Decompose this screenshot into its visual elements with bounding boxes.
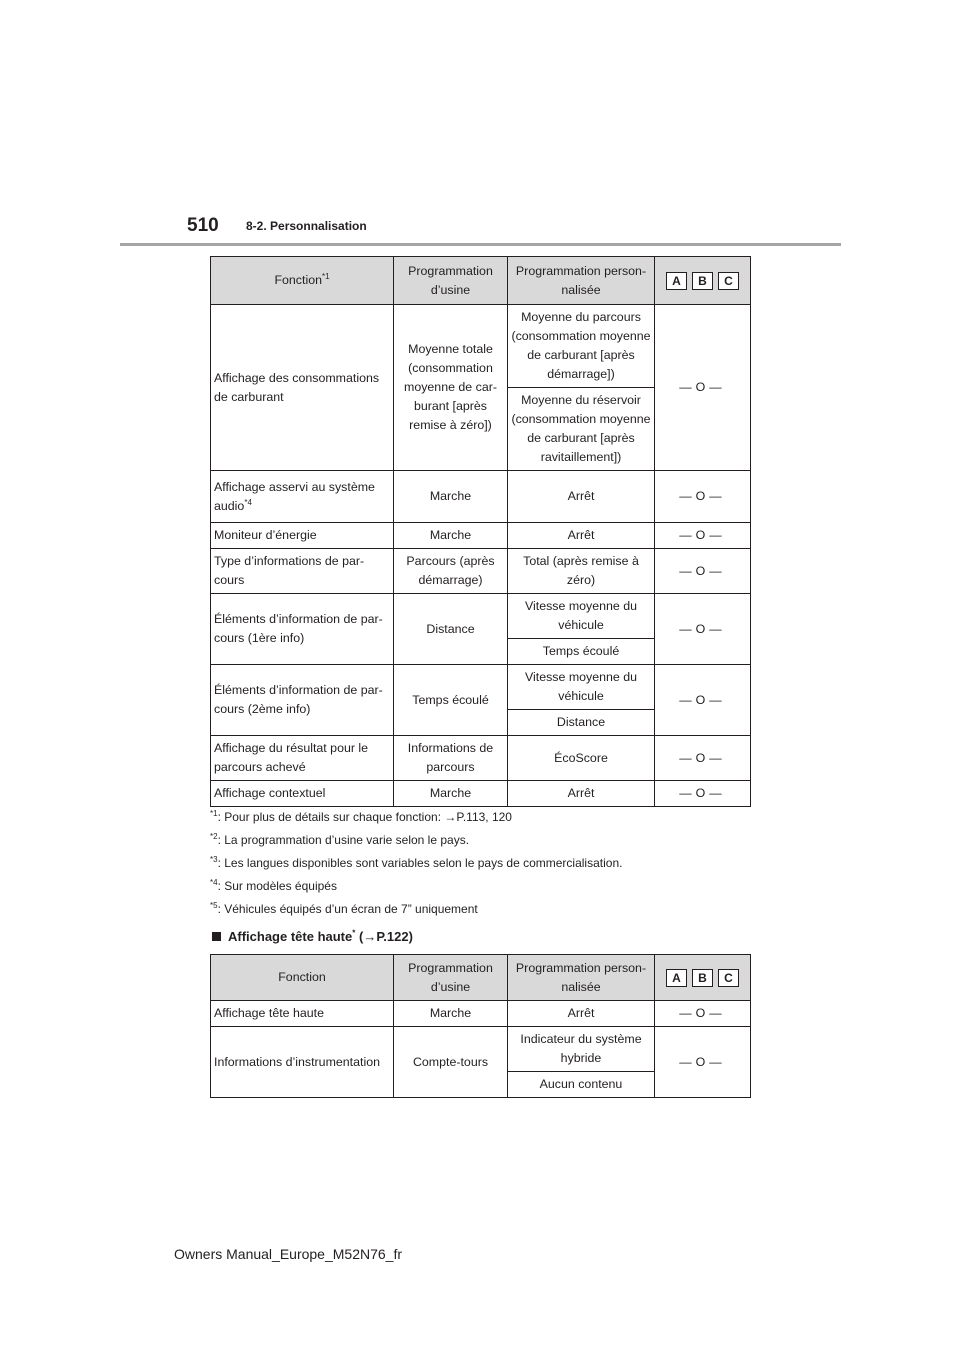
- header-fonction: Fonction: [211, 955, 394, 1001]
- row-custom: ÉcoScore: [508, 736, 655, 781]
- row-custom: Moyenne du parcours (consommation moyenne de carburant [après démarrage]): [508, 305, 655, 388]
- row-marks: —O—: [655, 665, 751, 736]
- row-factory: Parcours (après démarrage): [394, 549, 508, 594]
- section-title: 8-2. Personnalisation: [246, 219, 367, 233]
- row-custom: Arrêt: [508, 523, 655, 549]
- row-marks: —O—: [655, 549, 751, 594]
- row-custom: Arrêt: [508, 471, 655, 523]
- row-fonction: Affichage du résultat pour le parcours achevé: [211, 736, 394, 781]
- row-marks: —O—: [655, 1027, 751, 1098]
- row-factory: Temps écoulé: [394, 665, 508, 736]
- footnotes: [210, 808, 770, 923]
- row-custom: Aucun contenu: [508, 1072, 655, 1098]
- row-custom: Arrêt: [508, 1001, 655, 1027]
- row-custom: Total (après remise à zéro): [508, 549, 655, 594]
- row-custom: Moyenne du réservoir (consommation moyenne de carburant [après ravitaillement]): [508, 388, 655, 471]
- footnote: $^{*4}$: Sur modèles équipés: [210, 878, 337, 893]
- header-custom-setting: Programmation person- nalisée: [508, 955, 655, 1001]
- header-rule: [120, 243, 841, 246]
- header-abc: [655, 955, 751, 1001]
- row-fonction: Affichage tête haute: [211, 1001, 394, 1027]
- row-fonction: Éléments d’information de par- cours (1ère info): [211, 594, 394, 665]
- row-marks: —O—: [655, 594, 751, 665]
- row-fonction: Éléments d’information de par- cours (2ème info): [211, 665, 394, 736]
- row-factory: Distance: [394, 594, 508, 665]
- row-marks: —O—: [655, 736, 751, 781]
- badge-a: A: [666, 272, 687, 290]
- row-marks: —O—: [655, 781, 751, 807]
- row-fonction: Moniteur d’énergie: [211, 523, 394, 549]
- row-marks: —O—: [655, 1001, 751, 1027]
- header-fonction: Fonction$^{*1}$: [211, 257, 394, 305]
- footer-manual-id: Owners Manual_Europe_M52N76_fr: [174, 1246, 403, 1262]
- settings-table-2-body: [210, 954, 751, 1098]
- footnote: $^{*1}$: Pour plus de détails sur chaque fonction: →P.113, 120: [210, 809, 512, 824]
- row-custom: Temps écoulé: [508, 639, 655, 665]
- header-abc: [655, 257, 751, 305]
- row-factory: Marche: [394, 781, 508, 807]
- row-factory: Compte-tours: [394, 1027, 508, 1098]
- page-number: 510: [187, 215, 219, 236]
- header-custom-setting: Programmation person- nalisée: [508, 257, 655, 305]
- row-fonction: Type d’informations de par- cours: [211, 549, 394, 594]
- row-fonction: Affichage des consommations de carburant: [211, 305, 394, 471]
- row-fonction: Affichage asservi au système audio$^{*4}$: [211, 471, 394, 523]
- badge-b: B: [692, 272, 713, 290]
- footnote: $^{*3}$: Les langues disponibles sont variables selon le pays de commercialisation.: [210, 855, 623, 870]
- row-factory: Marche: [394, 1001, 508, 1027]
- badge-c: C: [718, 272, 739, 290]
- row-fonction: Informations d’instrumentation: [211, 1027, 394, 1098]
- row-custom: Arrêt: [508, 781, 655, 807]
- row-custom: Vitesse moyenne du véhicule: [508, 594, 655, 639]
- subheading-head-up-display: Affichage tête haute* (→P.122): [212, 929, 413, 944]
- square-bullet-icon: [212, 932, 221, 941]
- row-factory: Moyenne totale (consommation moyenne de car- burant [après remise à zéro]): [394, 305, 508, 471]
- row-custom: Vitesse moyenne du véhicule: [508, 665, 655, 710]
- row-custom: Distance: [508, 710, 655, 736]
- footnote: $^{*2}$: La programmation d’usine varie selon le pays.: [210, 832, 470, 847]
- badge-b: B: [692, 969, 713, 987]
- footnote: $^{*5}$: Véhicules équipés d’un écran de 7” uniquement: [210, 901, 478, 916]
- row-marks: —O—: [655, 471, 751, 523]
- row-custom: Indicateur du système hybride: [508, 1027, 655, 1072]
- row-fonction: Affichage contextuel: [211, 781, 394, 807]
- header-factory-setting: Programmation d’usine: [394, 257, 508, 305]
- row-factory: Marche: [394, 471, 508, 523]
- row-marks: —O—: [655, 523, 751, 549]
- header-factory-setting: Programmation d’usine: [394, 955, 508, 1001]
- badge-c: C: [718, 969, 739, 987]
- badge-a: A: [666, 969, 687, 987]
- row-marks: —O—: [655, 305, 751, 471]
- row-factory: Informations de parcours: [394, 736, 508, 781]
- row-factory: Marche: [394, 523, 508, 549]
- settings-table-1: [210, 256, 751, 807]
